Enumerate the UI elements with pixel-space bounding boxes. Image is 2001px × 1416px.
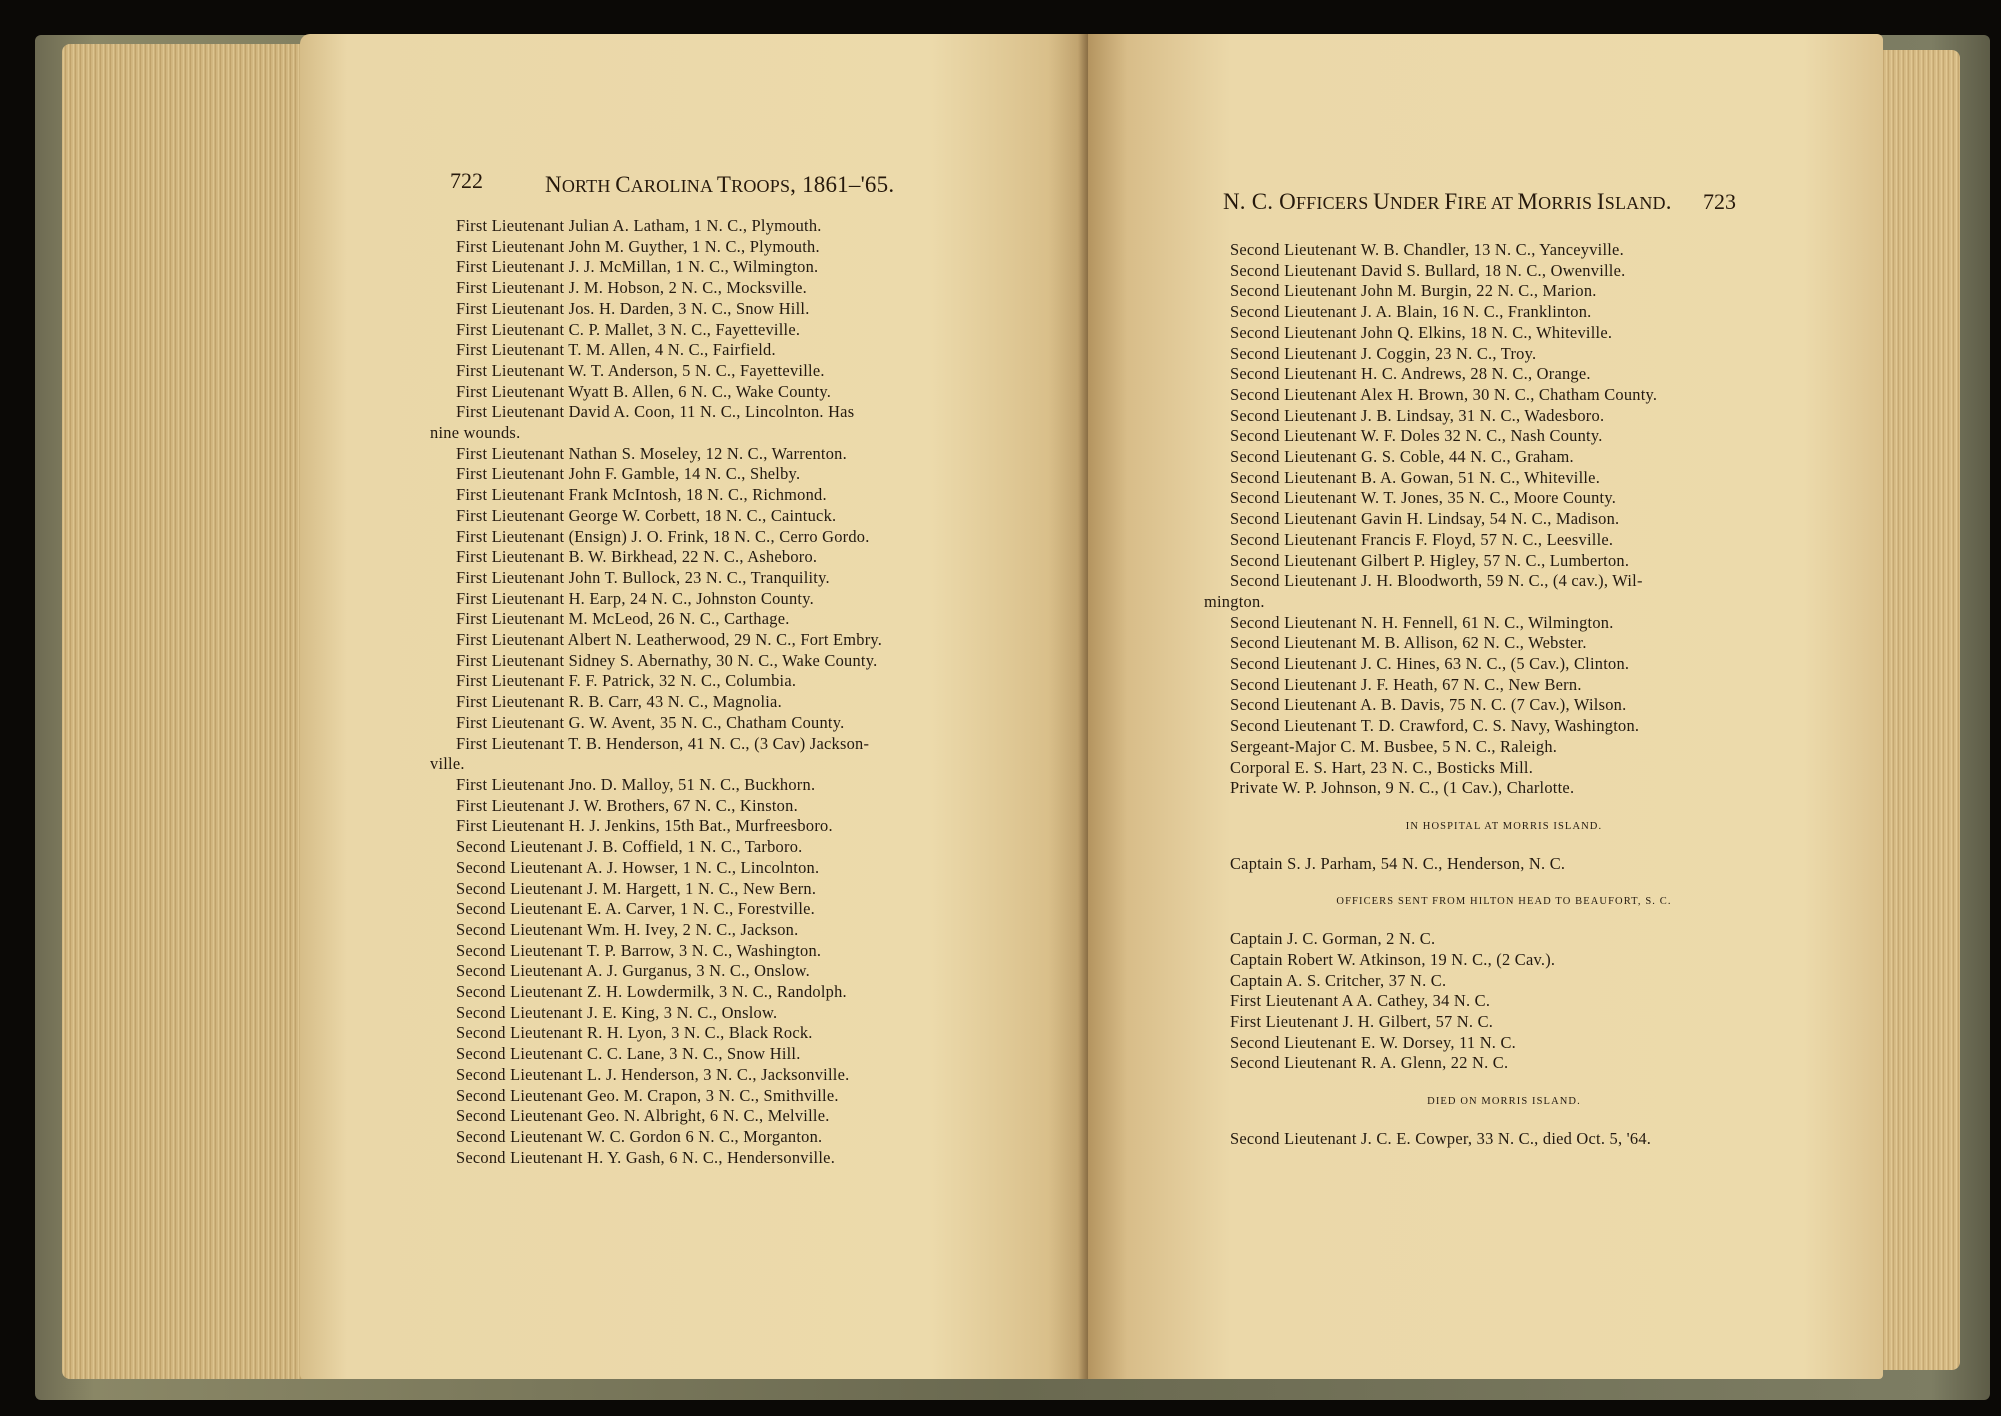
list-item: Second Lieutenant N. H. Fennell, 61 N. C., Wilmington. xyxy=(1230,612,1614,632)
list-item: Captain A. S. Critcher, 37 N. C. xyxy=(1230,970,1447,990)
list-item: mington. xyxy=(1204,591,1265,611)
list-item: Second Lieutenant W. T. Jones, 35 N. C., Moore County. xyxy=(1230,488,1617,508)
list-item: Second Lieutenant H. Y. Gash, 6 N. C., Hendersonville. xyxy=(456,1147,836,1167)
title-part: U xyxy=(1373,189,1390,214)
list-item: Second Lieutenant J. E. King, 3 N. C., Onslow. xyxy=(456,1002,778,1022)
list-item: Second Lieutenant R. H. Lyon, 3 N. C., Black Rock. xyxy=(456,1023,813,1043)
section-heading: DIED ON MORRIS ISLAND. xyxy=(1427,1096,1581,1108)
list-item: First Lieutenant C. P. Mallet, 3 N. C., Fayetteville. xyxy=(456,319,801,339)
list-item: First Lieutenant H. Earp, 24 N. C., Johnston County. xyxy=(456,588,814,608)
list-item: First Lieutenant John F. Gamble, 14 N. C., Shelby. xyxy=(456,464,801,484)
list-item: Second Lieutenant John M. Burgin, 22 N. C., Marion. xyxy=(1230,281,1597,301)
list-item: First Lieutenant T. M. Allen, 4 N. C., Fairfield. xyxy=(456,340,776,360)
list-item: First Lieutenant J. M. Hobson, 2 N. C., Mocksville. xyxy=(456,278,808,298)
list-item: First Lieutenant G. W. Avent, 35 N. C., Chatham County. xyxy=(456,712,845,732)
title-part: C xyxy=(615,172,631,197)
page-number: 723 xyxy=(1703,189,1736,214)
list-item: Second Lieutenant W. C. Gordon 6 N. C., Morganton. xyxy=(456,1126,823,1146)
list-item: First Lieutenant George W. Corbett, 18 N. C., Caintuck. xyxy=(456,505,837,525)
list-item: Sergeant-Major C. M. Busbee, 5 N. C., Raleigh. xyxy=(1230,736,1558,756)
title-part: ROOPS xyxy=(731,176,791,196)
title-part: NDER xyxy=(1389,193,1445,213)
list-item: Second Lieutenant Alex H. Brown, 30 N. C., Chatham County. xyxy=(1230,384,1658,404)
list-item: Second Lieutenant T. D. Crawford, C. S. Navy, Washington. xyxy=(1230,716,1640,736)
list-item: Second Lieutenant J. C. Hines, 63 N. C., (5 Cav.), Clinton. xyxy=(1230,654,1630,674)
list-item: Second Lieutenant G. S. Coble, 44 N. C., Graham. xyxy=(1230,447,1574,467)
list-item: Second Lieutenant W. F. Doles 32 N. C., Nash County. xyxy=(1230,426,1603,446)
list-item: First Lieutenant Nathan S. Moseley, 12 N. C., Warrenton. xyxy=(456,443,847,463)
left-page xyxy=(300,34,1088,1379)
list-item: Captain S. J. Parham, 54 N. C., Henderson, N. C. xyxy=(1230,853,1566,873)
list-item: Second Lieutenant David S. Bullard, 18 N. C., Owenville. xyxy=(1230,260,1626,280)
list-item: Private W. P. Johnson, 9 N. C., (1 Cav.), Charlotte. xyxy=(1230,778,1575,798)
list-item: Second Lieutenant J. A. Blain, 16 N. C., Franklinton. xyxy=(1230,302,1592,322)
list-item: Second Lieutenant T. P. Barrow, 3 N. C., Washington. xyxy=(456,940,822,960)
list-item: Second Lieutenant A. J. Howser, 1 N. C., Lincolnton. xyxy=(456,857,820,877)
list-item: First Lieutenant Frank McIntosh, 18 N. C., Richmond. xyxy=(456,485,827,505)
title-part: F xyxy=(1444,189,1458,214)
list-item: Corporal E. S. Hart, 23 N. C., Bosticks Mill. xyxy=(1230,757,1534,777)
list-item: Second Lieutenant J. M. Hargett, 1 N. C., New Bern. xyxy=(456,878,817,898)
list-item: First Lieutenant (Ensign) J. O. Frink, 18 N. C., Cerro Gordo. xyxy=(456,526,870,546)
list-item: Second Lieutenant John Q. Elkins, 18 N. C., Whiteville. xyxy=(1230,322,1613,342)
list-item: Second Lieutenant C. C. Lane, 3 N. C., Snow Hill. xyxy=(456,1044,801,1064)
title-part: T xyxy=(716,172,732,197)
list-item: First Lieutenant Julian A. Latham, 1 N. C., Plymouth. xyxy=(456,216,822,235)
section-heading: IN HOSPITAL AT MORRIS ISLAND. xyxy=(1405,820,1603,832)
list-item: First Lieutenant J. H. Gilbert, 57 N. C. xyxy=(1230,1011,1494,1031)
list-item: First Lieutenant M. McLeod, 26 N. C., Carthage. xyxy=(456,609,790,629)
list-item: Captain Robert W. Atkinson, 19 N. C., (2 Cav.). xyxy=(1230,949,1556,969)
list-item: Second Lieutenant H. C. Andrews, 28 N. C., Orange. xyxy=(1230,364,1591,384)
list-item: Second Lieutenant Gilbert P. Higley, 57 N. C., Lumberton. xyxy=(1230,550,1630,570)
list-item: Second Lieutenant J. H. Bloodworth, 59 N. C., (4 cav.), Wil- xyxy=(1230,571,1643,591)
entry-list xyxy=(1204,240,1804,1149)
list-item: Second Lieutenant A. B. Davis, 75 N. C. (7 Cav.), Wilson. xyxy=(1230,695,1627,715)
title-part: M xyxy=(1517,189,1539,214)
list-item: Second Lieutenant E. W. Dorsey, 11 N. C. xyxy=(1230,1032,1517,1052)
page-edges-left xyxy=(62,44,312,1379)
list-item: Captain J. C. Gorman, 2 N. C. xyxy=(1230,929,1436,949)
list-item: Second Lieutenant Gavin H. Lindsay, 54 N. C., Madison. xyxy=(1230,509,1620,529)
right-page xyxy=(1088,34,1883,1379)
running-head xyxy=(545,172,894,198)
list-item: First Lieutenant Jno. D. Malloy, 51 N. C., Buckhorn. xyxy=(456,774,816,794)
list-item: First Lieutenant H. J. Jenkins, 15th Bat., Murfreesboro. xyxy=(456,816,833,836)
list-item: Second Lieutenant Geo. N. Albright, 6 N. C., Melville. xyxy=(456,1106,830,1126)
list-item: First Lieutenant W. T. Anderson, 5 N. C., Fayetteville. xyxy=(456,360,825,380)
list-item: First Lieutenant A A. Cathey, 34 N. C. xyxy=(1230,991,1491,1011)
list-item: First Lieutenant J. W. Brothers, 67 N. C., Kinston. xyxy=(456,795,798,815)
title-part: , 1861–'65. xyxy=(790,172,895,197)
list-item: Second Lieutenant L. J. Henderson, 3 N. C., Jacksonville. xyxy=(456,1064,850,1084)
page-number: 722 xyxy=(450,168,483,193)
title-part: IRE AT xyxy=(1457,193,1518,213)
list-item: Second Lieutenant Z. H. Lowdermilk, 3 N. C., Randolph. xyxy=(456,982,847,1002)
list-item: Second Lieutenant R. A. Glenn, 22 N. C. xyxy=(1230,1053,1509,1073)
list-item: Second Lieutenant M. B. Allison, 62 N. C., Webster. xyxy=(1230,633,1587,653)
title-part: I xyxy=(1596,189,1605,214)
list-item: ville. xyxy=(430,754,465,774)
title-part: AROLINA xyxy=(630,176,717,196)
list-item: First Lieutenant David A. Coon, 11 N. C., Lincolnton. Has xyxy=(456,402,855,422)
list-item: First Lieutenant Jos. H. Darden, 3 N. C., Snow Hill. xyxy=(456,298,810,318)
title-part: ORRIS xyxy=(1538,193,1597,213)
entry-list xyxy=(430,216,882,1168)
list-item: First Lieutenant John M. Guyther, 1 N. C., Plymouth. xyxy=(456,236,820,256)
list-item: Second Lieutenant A. J. Gurganus, 3 N. C., Onslow. xyxy=(456,961,810,981)
list-item: First Lieutenant R. B. Carr, 43 N. C., Magnolia. xyxy=(456,692,782,712)
list-item: First Lieutenant Sidney S. Abernathy, 30 N. C., Wake County. xyxy=(456,650,878,670)
title-part: N. C. O xyxy=(1223,189,1296,214)
title-part: ORTH xyxy=(561,176,616,196)
list-item: First Lieutenant B. W. Birkhead, 22 N. C., Asheboro. xyxy=(456,547,818,567)
list-item: Second Lieutenant J. F. Heath, 67 N. C., New Bern. xyxy=(1230,674,1582,694)
list-item: Second Lieutenant W. B. Chandler, 13 N. C., Yanceyville. xyxy=(1230,240,1624,259)
list-item: First Lieutenant T. B. Henderson, 41 N. C., (3 Cav) Jackson- xyxy=(456,733,870,753)
list-item: Second Lieutenant E. A. Carver, 1 N. C., Forestville. xyxy=(456,899,816,919)
list-item: First Lieutenant Wyatt B. Allen, 6 N. C., Wake County. xyxy=(456,381,832,401)
list-item: First Lieutenant Albert N. Leatherwood, 29 N. C., Fort Embry. xyxy=(456,630,883,650)
list-item: Second Lieutenant J. Coggin, 23 N. C., Troy. xyxy=(1230,343,1537,363)
list-item: Second Lieutenant Francis F. Floyd, 57 N. C., Leesville. xyxy=(1230,529,1614,549)
title-part: N xyxy=(545,172,562,197)
list-item: nine wounds. xyxy=(430,423,521,443)
list-item: First Lieutenant J. J. McMillan, 1 N. C., Wilmington. xyxy=(456,257,819,277)
section-heading: OFFICERS SENT FROM HILTON HEAD TO BEAUFORT, S. C. xyxy=(1336,896,1672,908)
list-item: Second Lieutenant J. B. Lindsay, 31 N. C., Wadesboro. xyxy=(1230,405,1605,425)
list-item: First Lieutenant F. F. Patrick, 32 N. C., Columbia. xyxy=(456,671,797,691)
list-item: Second Lieutenant Wm. H. Ivey, 2 N. C., Jackson. xyxy=(456,919,799,939)
list-item: Second Lieutenant J. C. E. Cowper, 33 N. C., died Oct. 5, '64. xyxy=(1230,1128,1652,1148)
title-part: SLAND xyxy=(1604,193,1666,213)
title-part: FFICERS xyxy=(1295,193,1374,213)
running-head xyxy=(1223,189,1672,215)
list-item: Second Lieutenant B. A. Gowan, 51 N. C., Whiteville. xyxy=(1230,467,1601,487)
list-item: Second Lieutenant Geo. M. Crapon, 3 N. C., Smithville. xyxy=(456,1085,839,1105)
title-part: . xyxy=(1665,189,1672,214)
list-item: First Lieutenant John T. Bullock, 23 N. C., Tranquility. xyxy=(456,567,830,587)
list-item: Second Lieutenant J. B. Coffield, 1 N. C., Tarboro. xyxy=(456,837,803,857)
